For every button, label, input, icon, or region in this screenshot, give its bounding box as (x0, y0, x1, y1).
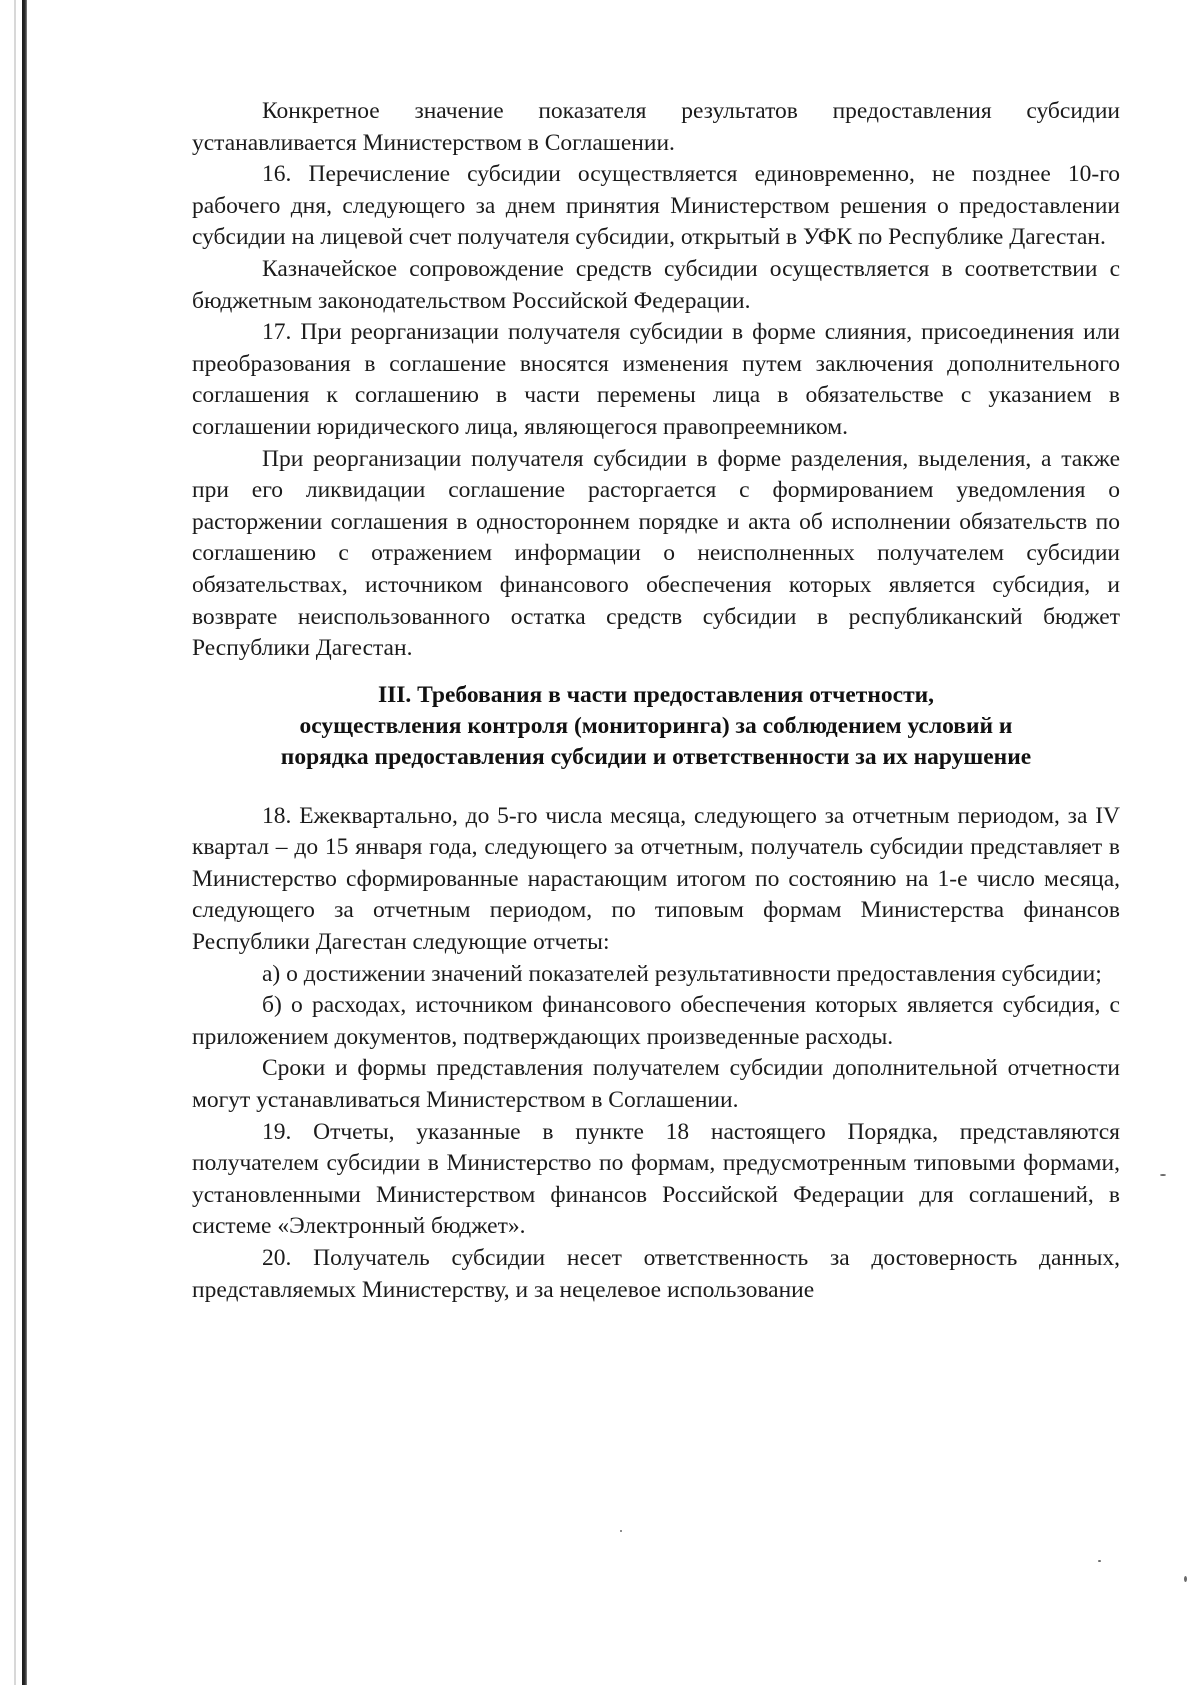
paragraph-20: 20. Получатель субсидии несет ответственность за достоверность данных, представляемых Министерству, и за нецелевое использование (192, 1245, 1120, 1303)
paragraph-17: 17. При реорганизации получателя субсидии в форме слияния, присоединения или преобразования в соглашение вносятся изменения путем заключения дополнительного соглашения к соглашению в части перемены лица в обязательстве с указанием в соглашении юридического лица, являющегося правопреемником. (192, 319, 1120, 440)
scan-speck (1184, 1576, 1187, 1582)
scan-edge-shadow (14, 0, 16, 1685)
scan-speck (1098, 1560, 1101, 1562)
scan-speck (1160, 1174, 1166, 1176)
paragraph-16: 16. Перечисление субсидии осуществляется единовременно, не позднее 10-го рабочего дня, следующего за днем принятия Министерством решения о предоставлении субсидии на лицевой счет получателя субсидии, открытый в УФК по Республике Дагестан. (192, 161, 1120, 251)
paragraph-18: 18. Ежеквартально, до 5-го числа месяца, следующего за отчетным периодом, за IV квартал – до 15 января года, следующего за отчетным, получатель субсидии представляет в Министерство сформированные нарастающим итогом по состоянию на 1-е число месяца, следующего за отчетным периодом, по типовым формам Министерства финансов Республики Дагестан следующие отчеты: (192, 802, 1120, 956)
scan-binding-edge (22, 0, 27, 1685)
section-heading-line-3: порядка предоставления субсидии и ответственности за их нарушение (280, 743, 1032, 770)
paragraph-indicator-value: Конкретное значение показателя результатов предоставления субсидии устанавливается Министерством в Соглашении. (192, 98, 1120, 156)
paragraph-treasury-support: Казначейское сопровождение средств субсидии осуществляется в соответствии с бюджетным законодательством Российской Федерации. (192, 255, 1120, 314)
section-heading (192, 680, 1120, 773)
paragraph-reorganization-division: При реорганизации получателя субсидии в форме разделения, выделения, а также при его ликвидации соглашение расторгается с формированием уведомления о расторжении соглашения в одностороннем порядке и акта об исполнении обязательств по соглашению с отражением информации о неисполненных получателем субсидии обязательствах, источником финансового обеспечения которых является субсидия, и возврате неиспользованного остатка средств субсидии в республиканский бюджет Республики Дагестан. (192, 445, 1120, 662)
scan-speck (620, 1530, 622, 1532)
section-heading-line-1: III. Требования в части предоставления отчетности, (377, 681, 935, 708)
paragraph-18-item-b: б) о расходах, источником финансового обеспечения которых является субсидия, с приложением документов, подтверждающих произведенные расходы. (192, 992, 1120, 1050)
paragraph-19: 19. Отчеты, указанные в пункте 18 настоящего Порядка, представляются получателем субсидии в Министерство по формам, предусмотренным типовыми формами, установленными Министерством финансов Российской Федерации для соглашений, в системе «Электронный бюджет». (192, 1118, 1120, 1240)
section-heading-line-2: осуществления контроля (мониторинга) за соблюдением условий и (299, 712, 1013, 739)
paragraph-18-item-a: а) о достижении значений показателей результативности предоставления субсидии; (262, 960, 1102, 987)
document-body (192, 96, 1120, 1306)
paragraph-additional-reporting: Сроки и формы представления получателем субсидии дополнительной отчетности могут устанавливаться Министерством в Соглашении. (192, 1055, 1120, 1114)
